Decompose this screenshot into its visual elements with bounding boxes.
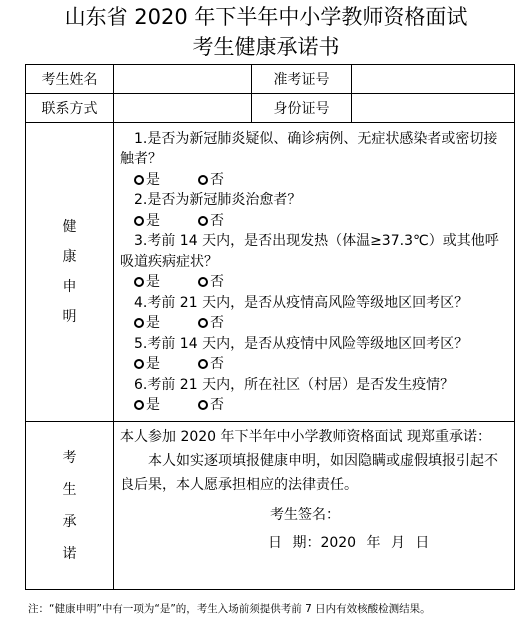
question-4: 4.考前 21 天内，是否从疫情高风险等级地区回考区？ bbox=[134, 294, 469, 311]
radio-icon bbox=[198, 277, 208, 287]
radio-icon bbox=[198, 400, 208, 410]
q3-no-option[interactable]: 否 bbox=[184, 272, 248, 293]
exam-number-field[interactable] bbox=[352, 65, 515, 94]
q1-no-option[interactable]: 否 bbox=[184, 170, 248, 191]
radio-icon bbox=[198, 175, 208, 185]
signature-label: 考生签名： bbox=[270, 507, 340, 523]
pledge-intro: 本人参加 2020 年下半年中小学教师资格面试 现郑重承诺： bbox=[120, 429, 491, 445]
health-questions bbox=[114, 123, 515, 422]
radio-icon bbox=[134, 359, 144, 369]
date-label: 日 期：2020 年 月 日 bbox=[268, 535, 430, 551]
question-2: 2.是否为新冠肺炎治愈者？ bbox=[134, 192, 302, 208]
q4-no-option[interactable]: 否 bbox=[184, 313, 248, 334]
q4-yes-option[interactable]: 是 bbox=[120, 313, 184, 334]
q3-yes-option[interactable]: 是 bbox=[120, 272, 184, 293]
q5-no-option[interactable]: 否 bbox=[184, 354, 248, 375]
footnote: 注：“健康申明”中有一项为“是”的，考生入场前须提供考前 7 日内有效核酸检测结果。 bbox=[28, 603, 431, 615]
q6-no-option[interactable]: 否 bbox=[184, 395, 248, 416]
q2-yes-option[interactable]: 是 bbox=[120, 211, 184, 232]
radio-icon bbox=[134, 400, 144, 410]
radio-icon bbox=[134, 216, 144, 226]
id-number-label: 身份证号 bbox=[252, 94, 352, 123]
radio-icon bbox=[134, 175, 144, 185]
radio-icon bbox=[198, 216, 208, 226]
q2-no-option[interactable]: 否 bbox=[184, 211, 248, 232]
pledge-content bbox=[114, 422, 515, 590]
form-title: 山东省 2020 年下半年中小学教师资格面试 bbox=[64, 5, 468, 29]
health-declaration-row bbox=[26, 123, 515, 422]
pledge-label: 考 生 承 诺 bbox=[26, 422, 114, 590]
radio-icon bbox=[134, 318, 144, 328]
contact-row bbox=[26, 94, 515, 123]
question-2-options bbox=[120, 211, 510, 232]
question-1-options bbox=[120, 170, 510, 191]
question-5-options bbox=[120, 354, 510, 375]
q5-yes-option[interactable]: 是 bbox=[120, 354, 184, 375]
question-5: 5.考前 14 天内，是否从疫情中风险等级地区回考区？ bbox=[134, 335, 469, 352]
pledge-body: 本人如实逐项填报健康申明，如因隐瞒或虚假填报引起不良后果，本人愿承担相应的法律责任。 bbox=[120, 453, 498, 493]
question-3: 3.考前 14 天内，是否出现发热（体温≥37.3℃）或其他呼吸道疾病症状？ bbox=[120, 233, 499, 270]
id-number-field[interactable] bbox=[352, 94, 515, 123]
radio-icon bbox=[198, 359, 208, 369]
pledge-row bbox=[26, 422, 515, 590]
name-field[interactable] bbox=[114, 65, 252, 94]
health-form-table bbox=[25, 64, 515, 590]
question-4-options bbox=[120, 313, 510, 334]
question-3-options bbox=[120, 272, 510, 293]
name-label: 考生姓名 bbox=[26, 65, 114, 94]
form-subtitle: 考生健康承诺书 bbox=[192, 35, 340, 59]
q6-yes-option[interactable]: 是 bbox=[120, 395, 184, 416]
radio-icon bbox=[198, 318, 208, 328]
health-declaration-label: 健 康 申 明 bbox=[26, 123, 114, 422]
exam-number-label: 准考证号 bbox=[252, 65, 352, 94]
name-row bbox=[26, 65, 515, 94]
contact-field[interactable] bbox=[114, 94, 252, 123]
question-1: 1.是否为新冠肺炎疑似、确诊病例、无症状感染者或密切接触者？ bbox=[120, 130, 498, 167]
contact-label: 联系方式 bbox=[26, 94, 114, 123]
radio-icon bbox=[134, 277, 144, 287]
question-6: 6.考前 21 天内，所在社区（村居）是否发生疫情？ bbox=[134, 376, 455, 393]
question-6-options bbox=[120, 395, 510, 416]
q1-yes-option[interactable]: 是 bbox=[120, 170, 184, 191]
